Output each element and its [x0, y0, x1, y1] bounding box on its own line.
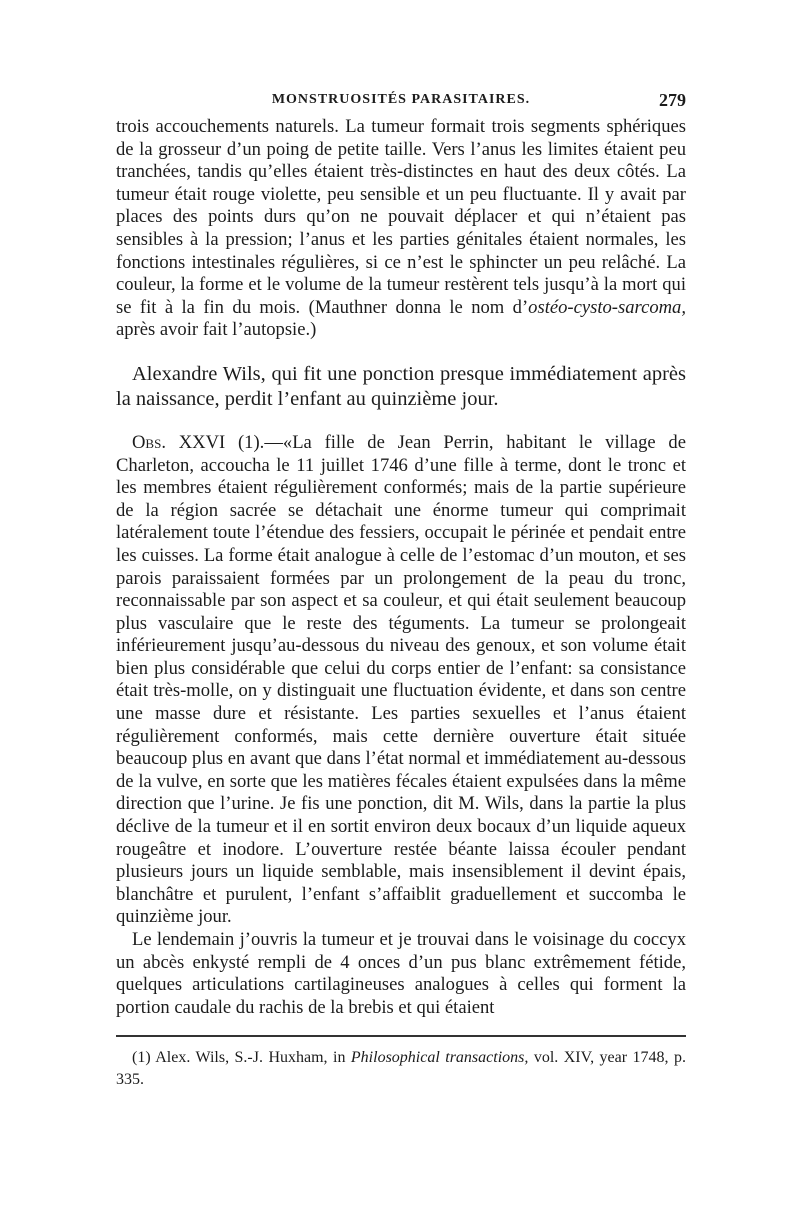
footnote: [116, 1047, 686, 1091]
observation-text: —«La fille de Jean Perrin, habitant le village de Charleton, accoucha le 11 juillet 1746 d’une fille à terme, dont le tronc et les membres étaient régulièrement conformés; mais de la partie supérieure de la région sacrée se détachait une énorme tumeur qui comprimait latéralement toute l’étendue des fessiers, occupait le périnée et pendait entre les cuisses. La forme était analogue à celle de l’estomac d’un mouton, et ses parois paraissaient formées par un prolongement de la peau du tronc, reconnaissable par son aspect et sa couleur, et qui était seulement beaucoup plus vasculaire que le reste des téguments. La tumeur se prolongeait inférieurement jusqu’au-dessous du niveau des genoux, et son volume était bien plus considérable que celui du corps entier de l’enfant: sa consistance était très-molle, on y distinguait une fluctuation évidente, et dans son centre une masse dure et résistante. Les parties sexuelles et l’anus étaient régulièrement conformés, mais cette dernière ouverture était située beaucoup plus en avant que dans l’état normal et immédiatement au-dessous de la vulve, en sorte que les matières fécales étaient expulsées dans la même direction que l’urine. Je fis une ponction, dit M. Wils, dans la partie la plus déclive de la tumeur et il en sortit environ deux bocaux d’un liquide aqueux rougeâtre et inodore. L’ouverture restée béante laissa écouler pendant plusieurs jours un liquide semblable, mais insensiblement il devint épais, blanchâtre et purulent, l’enfant s’affaiblit graduellement et succomba le quinzième jour.: [116, 431, 686, 928]
footnote-text-end: vol. XIV, year 1748, p. 335.: [116, 1049, 687, 1089]
observation-label: Obs. XXVI (1).: [132, 431, 265, 453]
paragraph-text-end: après avoir fait l’autopsie.): [116, 319, 317, 341]
section-summary-heading: Alexandre Wils, qui fit une ponction presque immédiatement après la naissance, perdit l’enfant au quinzième jour.: [116, 362, 686, 410]
footnote-rule: [116, 1035, 686, 1037]
observation-paragraph: [116, 432, 686, 929]
paragraph-continued: [116, 116, 686, 342]
footnote-text: (1) Alex. Wils, S.-J. Huxham, in: [132, 1049, 351, 1067]
paragraph-text: trois accouchements naturels. La tumeur formait trois segments sphériques de la grosseur d’un poing de petite taille. Vers l’anus les limites étaient peu tranchées, tandis qu’elles étaient très-distinctes en haut des deux côtés. La tumeur était rouge violette, peu sensible et un peu fluctuante. Il y avait par places des points durs qu’on ne pouvait déplacer et qui n’étaient pas sensibles à la pression; l’anus et les parties génitales étaient normales, les fonctions intestinales régulières, si ce n’est le sphincter un peu relâché. La couleur, la forme et le volume de la tumeur restèrent tels jusqu’à la mort qui se fit à la fin du mois. (Mauthner donna le nom d’: [116, 116, 686, 318]
book-page: [116, 92, 686, 1091]
footnote-italic-title: Philosophical transactions,: [350, 1049, 529, 1067]
paragraph-next-day: Le lendemain j’ouvris la tumeur et je trouvai dans le voisinage du coccyx un abcès enkysté rempli de 4 onces d’un pus blanc extrêmement fétide, quelques articulations cartilagineuses analogues à celles qui forment la portion caudale du rachis de la brebis et qui étaient: [116, 929, 686, 1018]
italic-term: ostéo-cysto-sarcoma,: [528, 296, 686, 318]
running-head: [116, 92, 686, 116]
running-head-title: MONSTRUOSITÉS PARASITAIRES.: [271, 92, 531, 107]
page-number: 279: [659, 90, 686, 110]
